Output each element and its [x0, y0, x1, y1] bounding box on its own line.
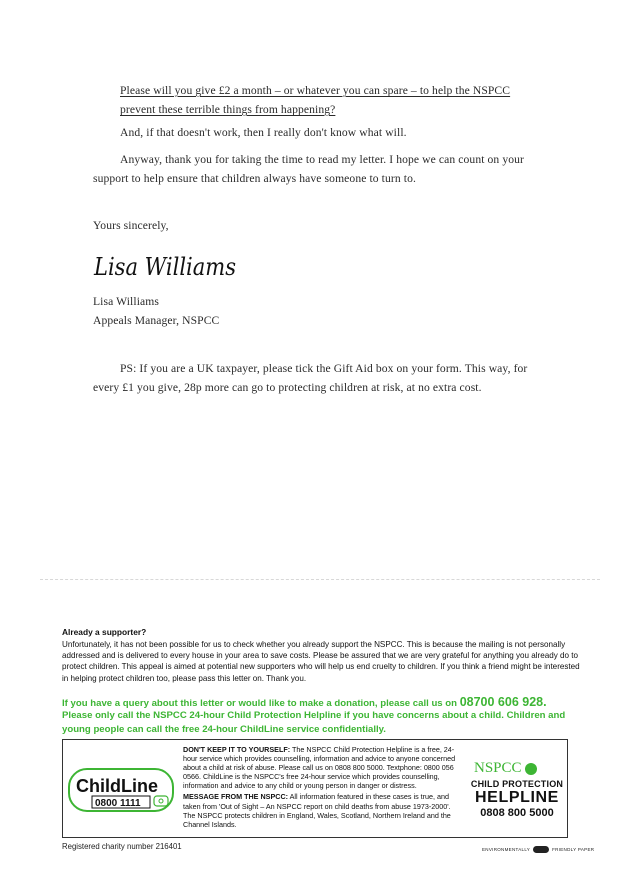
charity-number: Registered charity number 216401 — [62, 842, 182, 851]
keep-body: The NSPCC Child Protection Helpline is a free, 24-hour service which provides counselling, information and advice to anyone concerned about a child at risk of abuse. Please call us on 0808 800 5000. Textphone: 0800 056 0566. ChildLine is the NSPCC's free 24-hour service which provides counselling, information and advice to any child or young person in danger or distress. — [183, 745, 456, 791]
helpline-note: Please only call the NSPCC 24-hour Child Protection Helpline if you have concerns about a child. Children and young people can call the free 24-hour ChildLine service confidentially. — [62, 710, 566, 735]
letter-paragraph-3: Anyway, thank you for taking the time to read my letter. I hope we can count on your support to help ensure that children always have someone to turn to. — [93, 153, 524, 185]
nspcc-name: NSPCC — [474, 760, 522, 776]
helpline-line-2: HELPLINE — [475, 789, 559, 806]
childline-name: ChildLine — [76, 776, 158, 796]
supporter-heading: Already a supporter? — [62, 627, 147, 637]
fold-line-divider — [40, 579, 600, 580]
paper-left-text: ENVIRONMENTALLY — [482, 847, 531, 852]
paper-badge — [482, 846, 594, 853]
message-heading: MESSAGE FROM THE NSPCC: — [183, 792, 289, 802]
childline-logo — [68, 768, 174, 812]
ps-paragraph: PS: If you are a UK taxpayer, please tick the Gift Aid box on your form. This way, for every £1 you give, 28p more can go to protecting children at risk, at no extra cost. — [93, 362, 528, 394]
helpline-line-1: CHILD PROTECTION — [470, 779, 564, 789]
keep-paragraph — [183, 745, 458, 790]
message-body: All information featured in these cases is true, and taken from 'Out of Sight – An NSPCC report on child deaths from abuse 1973-2000'. The NSPCC protects children in England, Wales, Scotland, Northern Ireland and the Channel Islands. — [183, 792, 451, 829]
donation-phone: 08700 606 928. — [459, 695, 547, 709]
recycle-logo-icon — [533, 846, 549, 853]
signatory-name: Lisa Williams — [93, 295, 159, 308]
letter-paragraph-2: And, if that doesn't work, then I really don't know what will. — [120, 126, 407, 139]
signatory-title: Appeals Manager, NSPCC — [93, 314, 220, 327]
query-text: If you have a query about this letter or would like to make a donation, please call us on — [62, 698, 460, 709]
paper-right-text: FRIENDLY PAPER — [552, 847, 595, 852]
nspcc-helpline-logo — [470, 760, 564, 819]
signature-image — [92, 246, 242, 286]
keep-heading: DON'T KEEP IT TO YOURSELF: — [183, 745, 291, 754]
nspcc-phone-icon — [525, 763, 537, 775]
closing: Yours sincerely, — [93, 219, 169, 232]
message-paragraph — [183, 792, 458, 828]
helpline-info-box — [62, 739, 568, 838]
donation-request-paragraph: Please will you give £2 a month – or whatever you can spare – to help the NSPCC prevent these terrible things from happening? — [120, 84, 511, 116]
helpline-description — [183, 745, 458, 829]
nspcc-logo — [470, 760, 564, 777]
signature-text: Lisa Williams — [93, 253, 236, 281]
helpline-number: 0808 800 5000 — [480, 807, 554, 819]
supporter-body: Unfortunately, it has not been possible for us to check whether you already support the NSPCC. This is because the mailing is not personally addressed and is delivered to every house in your area to save costs. Please be assured that we are very grateful for anything you already do to protect children. This appeal is aimed at potential new supporters who will help us end cruelty to children. If you think a friend might be interested in helping protect children too, please pass this letter on. Thank you. — [62, 640, 580, 683]
childline-number: 0800 1111 — [95, 798, 141, 809]
